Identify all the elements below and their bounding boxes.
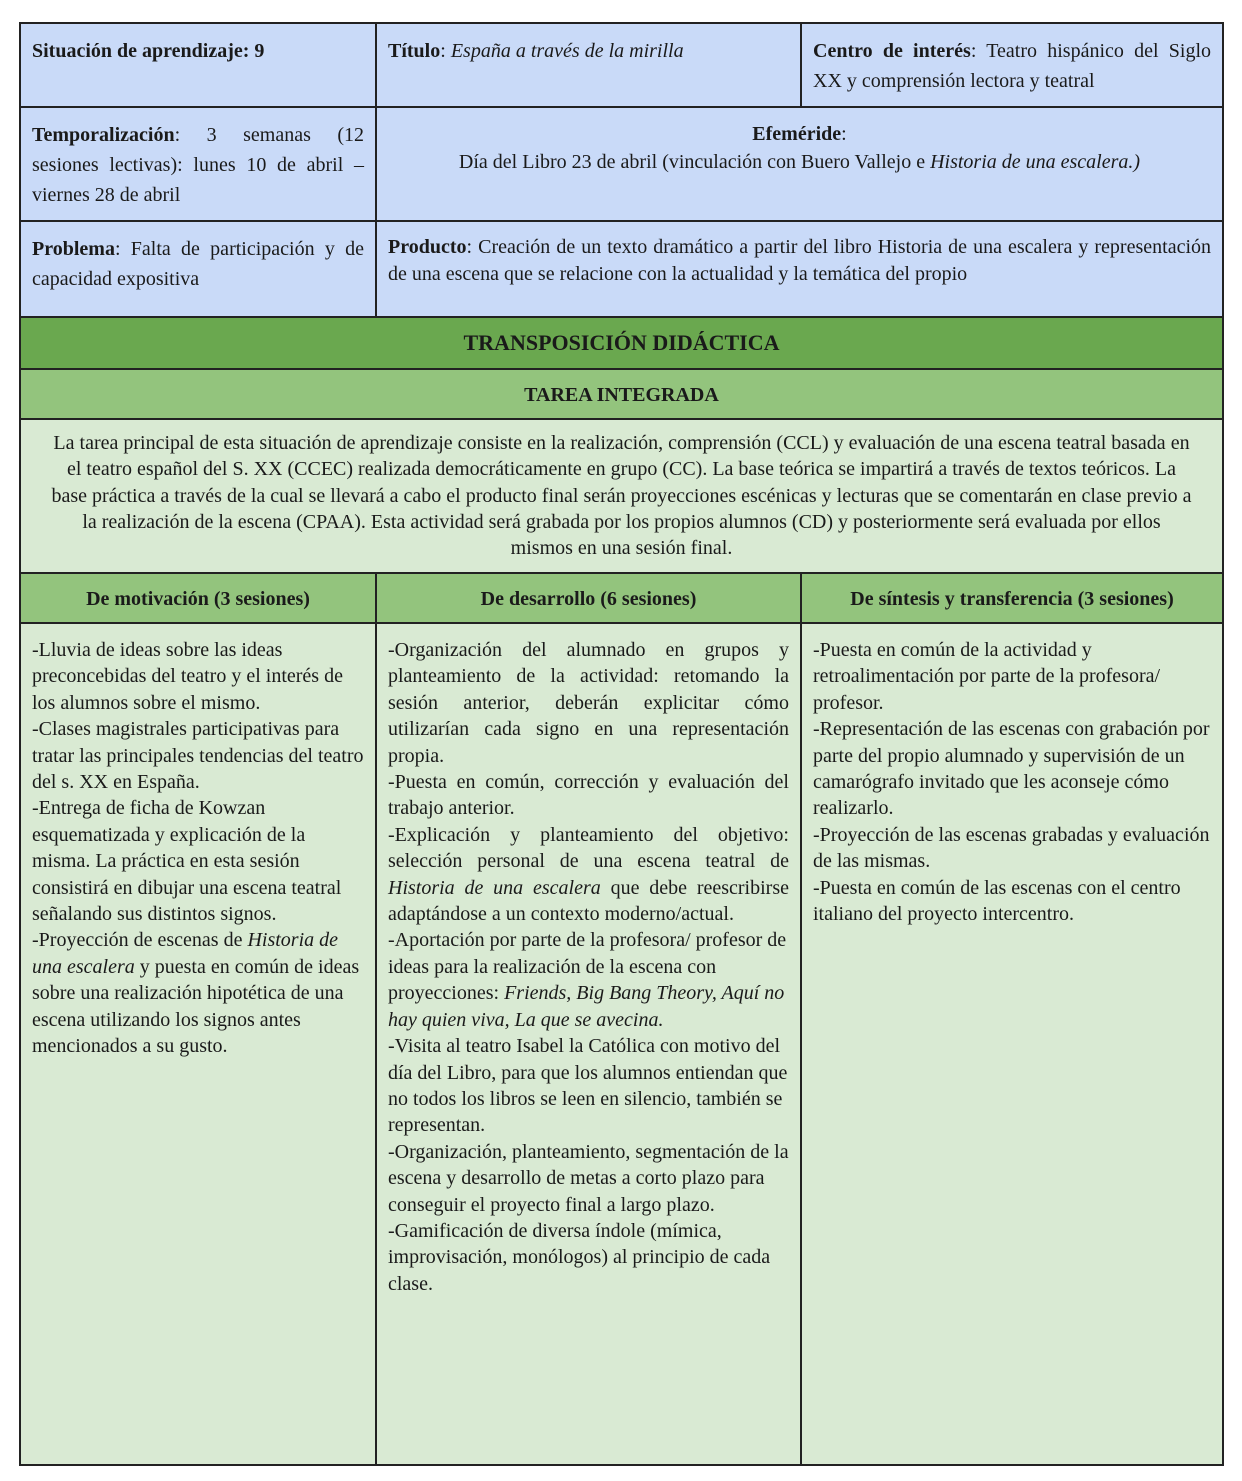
list-item: -Puesta en común de la actividad y retroalimentación por parte de la profesora/ profesor. bbox=[813, 639, 1161, 714]
list-item: -Organización, planteamiento, segmentación de la escena y desarrollo de metas a corto plazo para conseguir el proyecto final a largo plazo. bbox=[388, 1140, 789, 1216]
efemeride-label: Efeméride bbox=[752, 123, 842, 145]
list-item: -Visita al teatro Isabel la Católica con motivo del día del Libro, para que los alumnos entiendan que no todos los libros se leen en silencio, también se representan. bbox=[388, 1035, 788, 1137]
centro-cell: Centro de interés: Teatro hispánico del Siglo XX y comprensión lectora y teatral bbox=[800, 22, 1224, 108]
temporalizacion-label: Temporalización bbox=[32, 124, 175, 146]
list-item: -Clases magistrales participativas para tratar las principales tendencias del teatro del s. XX en España. bbox=[32, 718, 364, 794]
list-item: -Proyección de las escenas grabadas y evaluación de las mismas. bbox=[813, 823, 1210, 873]
tarea-description: La tarea principal de esta situación de aprendizaje consiste en la realización, comprensión (CCL) y evaluación de una escena teatral basada en el teatro español del S. XX (CCEC) realizada democráticamente en grupo (CC). La base teórica se impartirá a través de textos teóricos. La base práctica a través de la cual se llevará a cabo el producto final serán proyecciones escénicas y lecturas que se comentarán en clase previo a la realización de la escena (CPAA). Esta actividad será grabada por los propios alumnos (CD) y posteriormente será evaluada por ellos mismos en una sesión final. bbox=[51, 432, 1192, 560]
list-item: -Representación de las escenas con grabación por parte del propio alumnado y supervisión de un camarógrafo invitado que les aconseje cómo realizarlo. bbox=[813, 718, 1210, 820]
titulo-cell: Título: España a través de la mirilla bbox=[375, 22, 802, 108]
list-item: -Puesta en común de las escenas con el centro italiano del proyecto intercentro. bbox=[813, 876, 1181, 926]
titulo-label: Título bbox=[388, 40, 441, 62]
problema-cell: Problema: Falta de participación y de capacidad expositiva bbox=[19, 220, 377, 318]
desarrollo-body bbox=[375, 622, 802, 1466]
sintesis-body bbox=[800, 622, 1224, 1466]
tarea-description-cell bbox=[19, 418, 1224, 574]
temporalizacion-cell: Temporalización: 3 semanas (12 sesiones lectivas): lunes 10 de abril – viernes 28 de abril bbox=[19, 106, 377, 222]
producto-cell: Producto: Creación de un texto dramático a partir del libro Historia de una escalera y representación de una escena que se relacione con la actualidad y la temática del propio bbox=[375, 220, 1224, 318]
situacion-label: Situación de aprendizaje: 9 bbox=[32, 40, 265, 62]
centro-value: Teatro hispánico del Siglo XX y comprensión lectora y teatral bbox=[813, 40, 1211, 92]
efemeride-value: Día del Libro 23 de abril (vinculación con Buero Vallejo e bbox=[458, 151, 931, 173]
desarrollo-title: De desarrollo (6 sesiones) bbox=[480, 588, 697, 610]
tarea-title: TAREA INTEGRADA bbox=[524, 384, 719, 406]
list-item: -Lluvia de ideas sobre las ideas preconcebidas del teatro y el interés de los alumnos sobre el mismo. bbox=[32, 639, 343, 714]
list-item: -Explicación y planteamiento del objetivo: selección personal de una escena teatral de Historia de una escalera que debe reescribirse adaptándose a un contexto moderno/actual. bbox=[388, 823, 789, 926]
producto-value: Creación de un texto dramático a partir del libro Historia de una escalera y representación de una escena que se relacione con la actualidad y la temática del propio bbox=[388, 236, 1211, 285]
list-item: -Gamificación de diversa índole (mímica, improvisación, monólogos) al principio de cada clase. bbox=[388, 1219, 771, 1295]
list-item: -Entrega de ficha de Kowzan esquematizada y explicación de la misma. La práctica en esta sesión consistirá en dibujar una escena teatral señalando sus distintos signos. bbox=[32, 797, 342, 926]
titulo-value: España a través de la mirilla bbox=[450, 40, 684, 62]
list-item: -Puesta en común, corrección y evaluación del trabajo anterior. bbox=[388, 771, 789, 820]
transposicion-title: TRANSPOSICIÓN DIDÁCTICA bbox=[463, 330, 780, 355]
transposicion-header bbox=[19, 316, 1224, 370]
list-item: -Aportación por parte de la profesora/ profesor de ideas para la realización de la escena con proyecciones: Friends, Big Bang Theory, Aquí no hay quien viva, La que se avecina. bbox=[388, 929, 787, 1031]
tarea-header bbox=[19, 368, 1224, 420]
list-item: -Organización del alumnado en grupos y planteamiento de la actividad: retomando la sesión anterior, deberán explicitar cómo utilizarían cada signo en una representación propia. bbox=[388, 639, 789, 767]
desarrollo-header bbox=[375, 572, 802, 624]
sintesis-title: De síntesis y transferencia (3 sesiones) bbox=[850, 588, 1174, 610]
producto-label: Producto bbox=[388, 236, 467, 258]
sintesis-header bbox=[800, 572, 1224, 624]
motivacion-header bbox=[19, 572, 377, 624]
learning-situation-table bbox=[19, 22, 1224, 1466]
temporalizacion-value: 3 semanas (12 sesiones lectivas): lunes 10 de abril – viernes 28 de abril bbox=[32, 124, 364, 206]
efemeride-cell: Efeméride: Día del Libro 23 de abril (vinculación con Buero Vallejo e Historia de una escalera.) bbox=[375, 106, 1224, 222]
motivacion-title: De motivación (3 sesiones) bbox=[86, 588, 310, 610]
situacion-cell bbox=[19, 22, 377, 108]
efemeride-book: Historia de una escalera.) bbox=[930, 151, 1141, 173]
problema-value: Falta de participación y de capacidad expositiva bbox=[32, 238, 364, 290]
problema-label: Problema bbox=[32, 238, 115, 260]
motivacion-body bbox=[19, 622, 377, 1466]
centro-label: Centro de interés bbox=[813, 40, 971, 62]
list-item: -Proyección de escenas de Historia de una escalera y puesta en común de ideas sobre una realización hipotética de una escena utilizando los signos antes mencionados a su gusto. bbox=[32, 929, 360, 1058]
